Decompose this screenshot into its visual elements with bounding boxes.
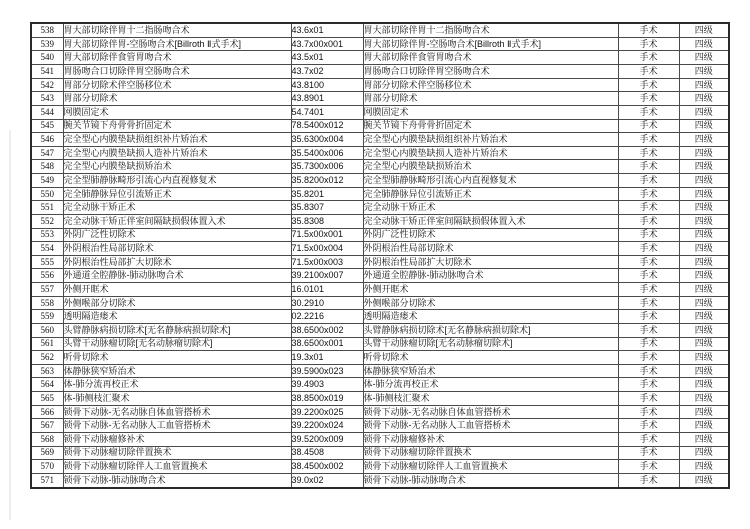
row-index: 563 (31, 364, 63, 378)
table-row (31, 296, 729, 310)
procedure-name-repeat: 完全动脉干矫正伴室间隔缺损假体置入术 (363, 214, 618, 228)
procedure-name-repeat: 完全肺静脉异位引流矫正术 (363, 187, 618, 201)
procedure-name-repeat: 头臂静脉病损切除术[无名静脉病损切除术] (363, 323, 618, 337)
category-cell: 手术 (618, 174, 679, 188)
row-index: 565 (31, 392, 63, 406)
table-row (31, 174, 729, 188)
row-index: 570 (31, 460, 63, 474)
table-row (31, 269, 729, 283)
table-row (31, 460, 729, 474)
procedure-code: 71.5x00x003 (291, 255, 363, 269)
surgical-procedures-table (30, 22, 730, 489)
procedure-name: 听骨切除术 (63, 351, 291, 365)
procedure-name: 体-肺侧枝汇聚术 (63, 392, 291, 406)
table-row (31, 201, 729, 215)
row-index: 548 (31, 160, 63, 174)
procedure-code: 35.8201 (291, 187, 363, 201)
procedure-code: 39.0x02 (291, 473, 363, 488)
procedure-code: 39.2200x024 (291, 419, 363, 433)
procedure-name-repeat: 透明隔造瘘术 (363, 310, 618, 324)
procedure-name-repeat: 外侧喉部分切除术 (363, 296, 618, 310)
row-index: 566 (31, 405, 63, 419)
row-index: 554 (31, 242, 63, 256)
table-row (31, 255, 729, 269)
procedure-name: 胃大部切除伴胃十二指肠吻合术 (63, 23, 291, 37)
level-cell: 四级 (679, 92, 729, 106)
category-cell: 手术 (618, 23, 679, 37)
level-cell: 四级 (679, 51, 729, 65)
procedure-code: 39.5900x023 (291, 364, 363, 378)
procedure-code: 43.7x02 (291, 65, 363, 79)
category-cell: 手术 (618, 228, 679, 242)
level-cell: 四级 (679, 392, 729, 406)
procedure-name: 头臂静脉病损切除术[无名静脉病损切除术] (63, 323, 291, 337)
procedure-name: 外阴广泛性切除术 (63, 228, 291, 242)
table-row (31, 446, 729, 460)
category-cell: 手术 (618, 432, 679, 446)
procedure-name-repeat: 体-肺侧枝汇聚术 (363, 392, 618, 406)
procedure-name: 胃大部切除伴食管胃吻合术 (63, 51, 291, 65)
procedure-table-body (31, 23, 729, 488)
procedure-name-repeat: 外阴根治性局部扩大切除术 (363, 255, 618, 269)
procedure-name: 外侧开眶术 (63, 283, 291, 297)
procedure-name-repeat: 听骨切除术 (363, 351, 618, 365)
level-cell: 四级 (679, 310, 729, 324)
procedure-name: 外阴根治性局部扩大切除术 (63, 255, 291, 269)
level-cell: 四级 (679, 201, 729, 215)
table-row (31, 323, 729, 337)
level-cell: 四级 (679, 187, 729, 201)
procedure-name-repeat: 锁骨下动脉瘤修补术 (363, 432, 618, 446)
category-cell: 手术 (618, 337, 679, 351)
procedure-code: 38.6500x001 (291, 337, 363, 351)
row-index: 571 (31, 473, 63, 488)
procedure-name: 体静脉狭窄矫治术 (63, 364, 291, 378)
procedure-name: 完全动脉干矫正术 (63, 201, 291, 215)
procedure-code: 35.6300x004 (291, 133, 363, 147)
category-cell: 手术 (618, 119, 679, 133)
table-row (31, 432, 729, 446)
row-index: 555 (31, 255, 63, 269)
procedure-name: 锁骨下动脉瘤切除伴人工血管置换术 (63, 460, 291, 474)
category-cell: 手术 (618, 269, 679, 283)
procedure-name-repeat: 完全型肺静脉畸形引流心内直视修复术 (363, 174, 618, 188)
procedure-name-repeat: 胃大部切除伴食管胃吻合术 (363, 51, 618, 65)
row-index: 560 (31, 323, 63, 337)
procedure-name: 外阴根治性局部切除术 (63, 242, 291, 256)
procedure-name: 完全型心内膜垫缺损矫治术 (63, 160, 291, 174)
level-cell: 四级 (679, 323, 729, 337)
row-index: 543 (31, 92, 63, 106)
procedure-name: 体-肺分流再校正术 (63, 378, 291, 392)
procedure-name-repeat: 锁骨下动脉-无名动脉自体血管搭桥术 (363, 405, 618, 419)
row-index: 556 (31, 269, 63, 283)
level-cell: 四级 (679, 255, 729, 269)
procedure-code: 39.4903 (291, 378, 363, 392)
procedure-name: 外通道全腔静脉-肺动脉吻合术 (63, 269, 291, 283)
category-cell: 手术 (618, 392, 679, 406)
level-cell: 四级 (679, 296, 729, 310)
category-cell: 手术 (618, 296, 679, 310)
category-cell: 手术 (618, 364, 679, 378)
procedure-code: 35.5400x006 (291, 146, 363, 160)
level-cell: 四级 (679, 405, 729, 419)
procedure-code: 43.5x01 (291, 51, 363, 65)
procedure-code: 43.6x01 (291, 23, 363, 37)
table-row (31, 228, 729, 242)
procedure-code: 16.0101 (291, 283, 363, 297)
procedure-name: 外侧喉部分切除术 (63, 296, 291, 310)
category-cell: 手术 (618, 51, 679, 65)
level-cell: 四级 (679, 283, 729, 297)
procedure-name-repeat: 外通道全腔静脉-肺动脉吻合术 (363, 269, 618, 283)
row-index: 568 (31, 432, 63, 446)
procedure-code: 38.8500x019 (291, 392, 363, 406)
procedure-name-repeat: 锁骨下动脉-肺动脉吻合术 (363, 473, 618, 488)
row-index: 541 (31, 65, 63, 79)
category-cell: 手术 (618, 105, 679, 119)
row-index: 557 (31, 283, 63, 297)
procedure-code: 38.6500x002 (291, 323, 363, 337)
row-index: 549 (31, 174, 63, 188)
procedure-name: 锁骨下动脉-肺动脉吻合术 (63, 473, 291, 488)
row-index: 545 (31, 119, 63, 133)
procedure-name-repeat: 外阴根治性局部切除术 (363, 242, 618, 256)
category-cell: 手术 (618, 242, 679, 256)
row-index: 550 (31, 187, 63, 201)
table-row (31, 310, 729, 324)
level-cell: 四级 (679, 133, 729, 147)
level-cell: 四级 (679, 378, 729, 392)
procedure-name: 胃部分切除术 (63, 92, 291, 106)
table-row (31, 242, 729, 256)
level-cell: 四级 (679, 419, 729, 433)
procedure-name-repeat: 体-肺分流再校正术 (363, 378, 618, 392)
category-cell: 手术 (618, 255, 679, 269)
procedure-code: 35.8307 (291, 201, 363, 215)
category-cell: 手术 (618, 187, 679, 201)
row-index: 538 (31, 23, 63, 37)
procedure-code: 71.5x00x001 (291, 228, 363, 242)
procedure-name: 完全型肺静脉畸形引流心内直视修复术 (63, 174, 291, 188)
row-index: 551 (31, 201, 63, 215)
row-index: 559 (31, 310, 63, 324)
procedure-code: 43.7x00x001 (291, 37, 363, 51)
procedure-name-repeat: 体静脉狭窄矫治术 (363, 364, 618, 378)
procedure-code: 78.5400x012 (291, 119, 363, 133)
category-cell: 手术 (618, 446, 679, 460)
row-index: 542 (31, 78, 63, 92)
category-cell: 手术 (618, 419, 679, 433)
level-cell: 四级 (679, 78, 729, 92)
level-cell: 四级 (679, 174, 729, 188)
procedure-name-repeat: 锁骨下动脉瘤切除伴人工血管置换术 (363, 460, 618, 474)
category-cell: 手术 (618, 310, 679, 324)
level-cell: 四级 (679, 269, 729, 283)
category-cell: 手术 (618, 473, 679, 488)
procedure-name: 腕关节镜下舟骨骨折固定术 (63, 119, 291, 133)
procedure-name: 完全型心内膜垫缺损组织补片矫治术 (63, 133, 291, 147)
category-cell: 手术 (618, 92, 679, 106)
procedure-code: 30.2910 (291, 296, 363, 310)
level-cell: 四级 (679, 242, 729, 256)
procedure-code: 35.8200x012 (291, 174, 363, 188)
procedure-name: 锁骨下动脉瘤修补术 (63, 432, 291, 446)
table-row (31, 337, 729, 351)
procedure-code: 39.5200x009 (291, 432, 363, 446)
level-cell: 四级 (679, 37, 729, 51)
table-row (31, 405, 729, 419)
procedure-code: 38.4508 (291, 446, 363, 460)
procedure-name: 胃大部切除伴胃-空肠吻合术[Billroth Ⅱ式手术] (63, 37, 291, 51)
procedure-name-repeat: 胃肠吻合口切除伴胃空肠吻合术 (363, 65, 618, 79)
row-index: 552 (31, 214, 63, 228)
procedure-name-repeat: 完全型心内膜垫缺损矫治术 (363, 160, 618, 174)
procedure-code: 43.8100 (291, 78, 363, 92)
table-row (31, 37, 729, 51)
table-row (31, 78, 729, 92)
procedure-name-repeat: 胃部分切除术 (363, 92, 618, 106)
procedure-name-repeat: 外阴广泛性切除术 (363, 228, 618, 242)
procedure-name-repeat: 头臂干动脉瘤切除[无名动脉瘤切除术] (363, 337, 618, 351)
row-index: 546 (31, 133, 63, 147)
level-cell: 四级 (679, 473, 729, 488)
row-index: 553 (31, 228, 63, 242)
procedure-code: 35.8308 (291, 214, 363, 228)
procedure-code: 02.2216 (291, 310, 363, 324)
row-index: 567 (31, 419, 63, 433)
procedure-name: 锁骨下动脉-无名动脉人工血管搭桥术 (63, 419, 291, 433)
procedure-name: 完全肺静脉异位引流矫正术 (63, 187, 291, 201)
level-cell: 四级 (679, 228, 729, 242)
procedure-code: 54.7401 (291, 105, 363, 119)
category-cell: 手术 (618, 201, 679, 215)
level-cell: 四级 (679, 160, 729, 174)
procedure-name: 头臂干动脉瘤切除[无名动脉瘤切除术] (63, 337, 291, 351)
procedure-code: 35.7300x006 (291, 160, 363, 174)
table-row (31, 378, 729, 392)
category-cell: 手术 (618, 283, 679, 297)
procedure-name: 胃肠吻合口切除伴胃空肠吻合术 (63, 65, 291, 79)
table-row (31, 92, 729, 106)
category-cell: 手术 (618, 378, 679, 392)
procedure-name: 完全型心内膜垫缺损人造补片矫治术 (63, 146, 291, 160)
table-row (31, 214, 729, 228)
category-cell: 手术 (618, 37, 679, 51)
procedure-name-repeat: 完全动脉干矫正术 (363, 201, 618, 215)
category-cell: 手术 (618, 405, 679, 419)
procedure-name: 完全动脉干矫正伴室间隔缺损假体置入术 (63, 214, 291, 228)
procedure-name: 胃部分切除术伴空肠移位术 (63, 78, 291, 92)
category-cell: 手术 (618, 460, 679, 474)
procedure-name-repeat: 网膜固定术 (363, 105, 618, 119)
table-row (31, 133, 729, 147)
category-cell: 手术 (618, 160, 679, 174)
procedure-name-repeat: 外侧开眶术 (363, 283, 618, 297)
level-cell: 四级 (679, 351, 729, 365)
procedure-name-repeat: 完全型心内膜垫缺损人造补片矫治术 (363, 146, 618, 160)
level-cell: 四级 (679, 23, 729, 37)
page-edge-shading (9, 130, 11, 520)
level-cell: 四级 (679, 432, 729, 446)
table-row (31, 160, 729, 174)
table-row (31, 146, 729, 160)
procedure-code: 19.3x01 (291, 351, 363, 365)
row-index: 569 (31, 446, 63, 460)
row-index: 539 (31, 37, 63, 51)
procedure-code: 39.2200x025 (291, 405, 363, 419)
procedure-code: 39.2100x007 (291, 269, 363, 283)
procedure-name-repeat: 腕关节镜下舟骨骨折固定术 (363, 119, 618, 133)
table-row (31, 23, 729, 37)
category-cell: 手术 (618, 133, 679, 147)
procedure-code: 43.8901 (291, 92, 363, 106)
procedure-code: 71.5x00x004 (291, 242, 363, 256)
table-row (31, 119, 729, 133)
procedure-name: 网膜固定术 (63, 105, 291, 119)
procedure-name-repeat: 胃大部切除伴胃-空肠吻合术[Billroth Ⅱ式手术] (363, 37, 618, 51)
table-row (31, 419, 729, 433)
row-index: 558 (31, 296, 63, 310)
level-cell: 四级 (679, 119, 729, 133)
category-cell: 手术 (618, 214, 679, 228)
procedure-name: 锁骨下动脉瘤切除伴置换术 (63, 446, 291, 460)
table-row (31, 283, 729, 297)
table-row (31, 351, 729, 365)
row-index: 544 (31, 105, 63, 119)
category-cell: 手术 (618, 146, 679, 160)
level-cell: 四级 (679, 337, 729, 351)
level-cell: 四级 (679, 460, 729, 474)
table-row (31, 187, 729, 201)
procedure-name: 透明隔造瘘术 (63, 310, 291, 324)
category-cell: 手术 (618, 351, 679, 365)
procedure-name: 锁骨下动脉-无名动脉自体血管搭桥术 (63, 405, 291, 419)
table-row (31, 364, 729, 378)
procedure-name-repeat: 胃大部切除伴胃十二指肠吻合术 (363, 23, 618, 37)
row-index: 540 (31, 51, 63, 65)
row-index: 562 (31, 351, 63, 365)
category-cell: 手术 (618, 78, 679, 92)
category-cell: 手术 (618, 65, 679, 79)
procedure-name-repeat: 锁骨下动脉瘤切除伴置换术 (363, 446, 618, 460)
level-cell: 四级 (679, 105, 729, 119)
procedure-code: 38.4500x002 (291, 460, 363, 474)
level-cell: 四级 (679, 214, 729, 228)
row-index: 564 (31, 378, 63, 392)
table-row (31, 51, 729, 65)
level-cell: 四级 (679, 446, 729, 460)
table-row (31, 105, 729, 119)
table-row (31, 65, 729, 79)
level-cell: 四级 (679, 65, 729, 79)
level-cell: 四级 (679, 364, 729, 378)
table-row (31, 392, 729, 406)
category-cell: 手术 (618, 323, 679, 337)
table-row (31, 473, 729, 488)
row-index: 561 (31, 337, 63, 351)
row-index: 547 (31, 146, 63, 160)
level-cell: 四级 (679, 146, 729, 160)
procedure-name-repeat: 完全型心内膜垫缺损组织补片矫治术 (363, 133, 618, 147)
procedure-name-repeat: 胃部分切除术伴空肠移位术 (363, 78, 618, 92)
procedure-name-repeat: 锁骨下动脉-无名动脉人工血管搭桥术 (363, 419, 618, 433)
